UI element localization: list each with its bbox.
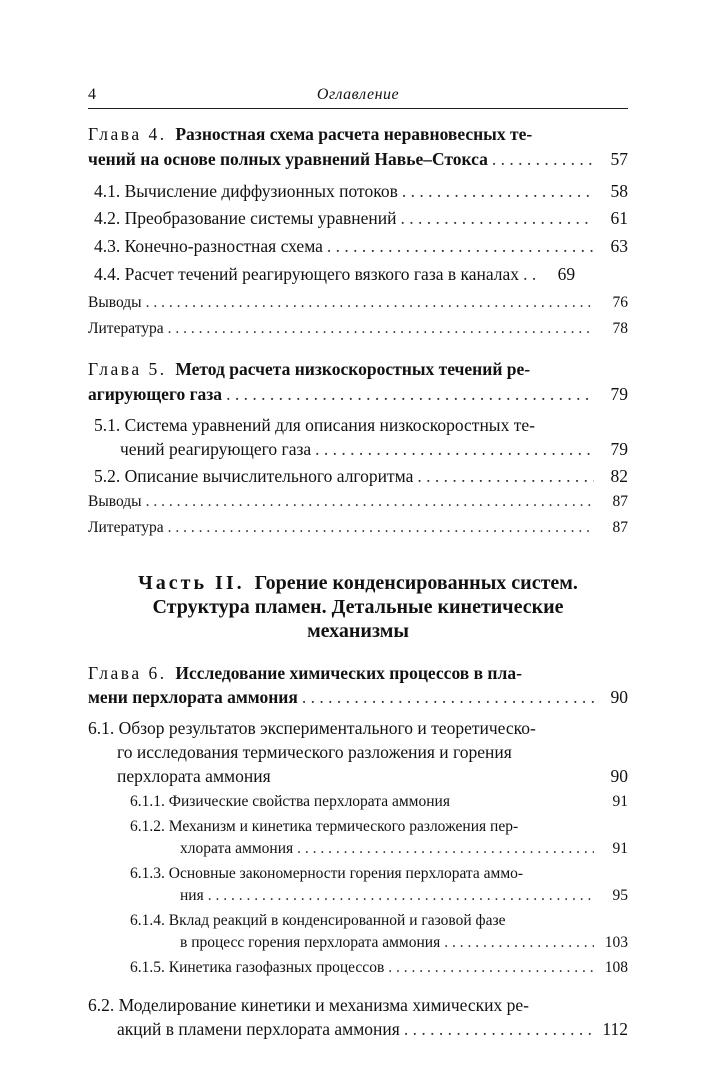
- subsection-title-line2: хлората аммония: [180, 840, 294, 857]
- running-title: Оглавление: [316, 86, 400, 103]
- page-ref: 79: [610, 439, 628, 459]
- literature-label: Литература: [88, 519, 164, 536]
- subsection-title-line2: в процесс горения перхлората аммония: [180, 934, 441, 951]
- subsection-title: Кинетика газофазных процессов: [168, 959, 385, 976]
- toc-subsection-6-1-4-cont[interactable]: [180, 932, 628, 954]
- dot-leader: [404, 1017, 594, 1041]
- toc-section-5-1[interactable]: [94, 413, 628, 437]
- running-header: [88, 84, 628, 109]
- toc-section-4-4[interactable]: [94, 262, 628, 286]
- toc-chapter-5[interactable]: [88, 357, 628, 381]
- section-title: Описание вычислительного алгоритма: [124, 466, 414, 486]
- toc-subsection-6-1-1[interactable]: [130, 791, 628, 813]
- section-title-line1: Моделирование кинетики и механизма химических ре-: [118, 995, 529, 1015]
- page-ref: 87: [612, 519, 628, 536]
- chapter-title-line2: мени перхлората аммония: [88, 687, 298, 707]
- chapter-label: Глава 6.: [88, 663, 167, 683]
- subsection-title-line1: Вклад реакций в конденсированной и газовой фазе: [168, 912, 506, 929]
- section-number: 5.2.: [94, 466, 121, 486]
- toc-conclusions-5[interactable]: [88, 491, 628, 513]
- page-ref: 76: [612, 294, 628, 311]
- part-title-line3: механизмы: [307, 620, 409, 642]
- section-title-line1: Система уравнений для описания низкоскоростных те-: [124, 415, 535, 435]
- dot-leader: [168, 318, 594, 340]
- dot-leader: [327, 234, 594, 258]
- part-heading-line3: [88, 619, 628, 643]
- toc-section-6-2[interactable]: [88, 993, 628, 1017]
- subsection-title: Физические свойства перхлората аммония: [168, 793, 450, 810]
- page-ref: 90: [610, 687, 628, 707]
- subsection-number: 6.1.4.: [130, 912, 165, 929]
- page-ref: 79: [610, 384, 628, 404]
- part-title-line1: Горение конденсированных систем.: [254, 572, 578, 594]
- toc-section-6-1-l2: [117, 740, 628, 764]
- chapter-title-line1: Разностная схема расчета неравновесных те-: [175, 124, 533, 144]
- page-ref: 78: [612, 320, 628, 337]
- part-label: Часть II.: [138, 572, 245, 594]
- section-number: 4.1.: [94, 181, 121, 201]
- section-title-line3: перхлората аммония: [117, 766, 271, 786]
- page-ref: 95: [612, 887, 628, 904]
- section-title: Преобразование системы уравнений: [124, 208, 397, 228]
- toc-chapter-4[interactable]: [88, 122, 628, 146]
- section-number: 6.1.: [88, 718, 115, 738]
- toc-chapter-6[interactable]: [88, 661, 628, 685]
- section-title: Расчет течений реагирующего вязкого газа в каналах: [124, 264, 520, 284]
- dot-leader: [523, 262, 541, 286]
- dot-leader: [297, 838, 594, 860]
- page-ref: 63: [610, 236, 628, 256]
- toc-section-4-2[interactable]: [94, 206, 628, 230]
- toc-section-5-2[interactable]: [94, 464, 628, 488]
- dot-leader: [417, 464, 594, 488]
- dot-leader: [146, 292, 594, 314]
- section-number: 4.2.: [94, 208, 121, 228]
- page-ref: 69: [557, 264, 576, 284]
- toc-section-5-1-cont[interactable]: [120, 437, 628, 461]
- subsection-title-line1: Механизм и кинетика термического разложения пер-: [168, 818, 519, 835]
- toc-literature-4[interactable]: [88, 318, 628, 340]
- conclusions-label: Выводы: [88, 294, 142, 311]
- page-ref: 108: [604, 959, 628, 976]
- toc-subsection-6-1-2-cont[interactable]: [180, 838, 628, 860]
- toc-conclusions-4[interactable]: [88, 292, 628, 314]
- section-number: 4.4.: [94, 264, 121, 284]
- chapter-title-line2: агирующего газа: [88, 384, 223, 404]
- page-ref: 58: [610, 181, 628, 201]
- toc-literature-5[interactable]: [88, 517, 628, 539]
- toc-section-6-1-l3[interactable]: [117, 764, 628, 788]
- subsection-title-line1: Основные закономерности горения перхлората аммо-: [168, 865, 524, 882]
- dot-leader: [146, 491, 594, 513]
- chapter-label: Глава 5.: [88, 359, 167, 379]
- section-title: Вычисление диффузионных потоков: [124, 181, 398, 201]
- toc-subsection-6-1-3-cont[interactable]: [180, 885, 628, 907]
- chapter-label: Глава 4.: [88, 124, 167, 144]
- toc-section-4-1[interactable]: [94, 179, 628, 203]
- dot-leader: [444, 932, 594, 954]
- dot-leader: [302, 685, 594, 709]
- toc-chapter-5-cont[interactable]: [88, 382, 628, 406]
- dot-leader: [226, 382, 594, 406]
- chapter-title-line1: Исследование химических процессов в пла-: [175, 663, 522, 683]
- part-heading-line1[interactable]: [88, 571, 628, 595]
- toc-subsection-6-1-2[interactable]: [130, 816, 628, 838]
- section-title-line2: акций в пламени перхлората аммония: [117, 1019, 400, 1039]
- dot-leader: [388, 957, 594, 979]
- conclusions-label: Выводы: [88, 493, 142, 510]
- chapter-title-line2: чений на основе полных уравнений Навье–Стокса: [88, 149, 488, 169]
- subsection-number: 6.1.3.: [130, 865, 165, 882]
- page-ref: 91: [612, 793, 628, 810]
- section-number: 6.2.: [88, 995, 115, 1015]
- section-title-line2: го исследования термического разложения и горения: [117, 742, 512, 762]
- dot-leader: [402, 179, 594, 203]
- subsection-title-line2: ния: [180, 887, 204, 904]
- section-title-line1: Обзор результатов экспериментального и теоретическо-: [118, 718, 536, 738]
- page-ref: 87: [612, 493, 628, 510]
- page-ref: 57: [610, 149, 628, 169]
- subsection-number: 6.1.1.: [130, 793, 165, 810]
- literature-label: Литература: [88, 320, 164, 337]
- toc-section-6-1[interactable]: [88, 716, 628, 740]
- toc-subsection-6-1-3[interactable]: [130, 863, 628, 885]
- page-ref: 112: [602, 1019, 628, 1039]
- page-number: 4: [88, 86, 96, 103]
- dot-leader: [492, 147, 594, 171]
- page-ref: 90: [610, 766, 628, 786]
- part-title-line2: Структура пламен. Детальные кинетические: [152, 596, 564, 618]
- dot-leader: [168, 517, 594, 539]
- dot-leader: [400, 206, 594, 230]
- chapter-title-line1: Метод расчета низкоскоростных течений ре-: [175, 359, 531, 379]
- section-title: Конечно-разностная схема: [124, 236, 323, 256]
- dot-leader: [315, 437, 594, 461]
- page-ref: 91: [612, 840, 628, 857]
- dot-leader: [208, 885, 594, 907]
- toc-chapter-6-cont[interactable]: [88, 685, 628, 709]
- part-heading-line2: [88, 595, 628, 619]
- page-ref: 61: [610, 208, 628, 228]
- toc-section-4-3[interactable]: [94, 234, 628, 258]
- subsection-number: 6.1.2.: [130, 818, 165, 835]
- toc-subsection-6-1-4[interactable]: [130, 910, 628, 932]
- section-number: 5.1.: [94, 415, 121, 435]
- page-ref: 82: [610, 466, 628, 486]
- toc-subsection-6-1-5[interactable]: [130, 957, 628, 979]
- page-ref: 103: [604, 934, 628, 951]
- subsection-number: 6.1.5.: [130, 959, 165, 976]
- toc-chapter-4-cont[interactable]: [88, 147, 628, 171]
- section-number: 4.3.: [94, 236, 121, 256]
- section-title-line2: чений реагирующего газа: [120, 439, 312, 459]
- toc-section-6-2-cont[interactable]: [117, 1017, 628, 1041]
